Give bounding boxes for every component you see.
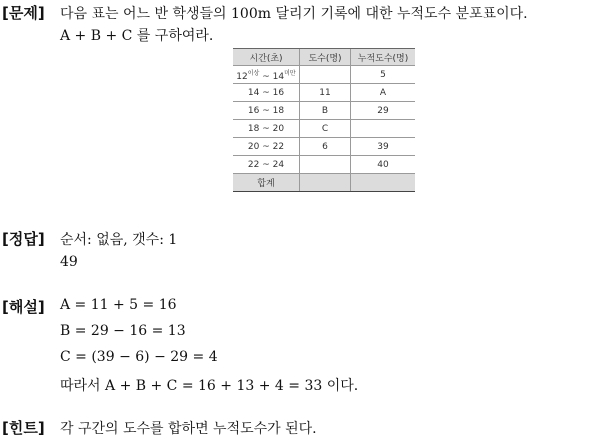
solution-conclusion: 따라서 A + B + C = 16 + 13 + 4 = 33 이다. bbox=[60, 378, 359, 394]
total-label: 합계 bbox=[233, 174, 300, 192]
hint-tag: [힌트] bbox=[2, 419, 45, 437]
class-interval: $12^{이상}$ ~ $14^{미만}$ bbox=[233, 66, 300, 84]
answer-meta: 순서: 없음, 갯수: 1 bbox=[60, 232, 178, 248]
header-time: 시간(초) bbox=[233, 49, 300, 66]
hint-text: 각 구간의 도수를 합하면 누적도수가 된다. bbox=[60, 421, 317, 437]
solution-line-c: C = (39 − 6) − 29 = 4 bbox=[60, 349, 218, 365]
problem-question: A + B + C 를 구하여라. bbox=[60, 28, 214, 44]
frequency-cell bbox=[300, 156, 351, 174]
cumulative-frequency-table bbox=[233, 48, 415, 192]
table-row bbox=[233, 120, 415, 138]
answer-tag: [정답] bbox=[2, 230, 45, 248]
class-interval: 20 ~ 22 bbox=[233, 138, 300, 156]
table-row bbox=[233, 66, 415, 84]
class-interval: 16 ~ 18 bbox=[233, 102, 300, 120]
frequency-cell: 6 bbox=[300, 138, 351, 156]
answer-value: 49 bbox=[60, 254, 78, 270]
table-row bbox=[233, 138, 415, 156]
frequency-cell: 11 bbox=[300, 84, 351, 102]
solution-line-b: B = 29 − 16 = 13 bbox=[60, 323, 186, 339]
solution-tag: [해설] bbox=[2, 298, 45, 316]
class-interval: 22 ~ 24 bbox=[233, 156, 300, 174]
problem-text: 다음 표는 어느 반 학생들의 100m 달리기 기록에 대한 누적도수 분포표이다. bbox=[60, 6, 528, 22]
total-cumulative-cell bbox=[351, 174, 416, 192]
cumulative-cell: 29 bbox=[351, 102, 416, 120]
table-row bbox=[233, 84, 415, 102]
cumulative-cell: 5 bbox=[351, 66, 416, 84]
cumulative-cell: 39 bbox=[351, 138, 416, 156]
frequency-cell bbox=[300, 66, 351, 84]
problem-tag: [문제] bbox=[2, 4, 45, 22]
header-frequency: 도수(명) bbox=[300, 49, 351, 66]
solution-line-a: A = 11 + 5 = 16 bbox=[60, 297, 177, 313]
total-frequency-cell bbox=[300, 174, 351, 192]
table-row bbox=[233, 102, 415, 120]
class-interval: 14 ~ 16 bbox=[233, 84, 300, 102]
header-cumulative: 누적도수(명) bbox=[351, 49, 416, 66]
table-row bbox=[233, 156, 415, 174]
cumulative-cell: A bbox=[351, 84, 416, 102]
class-interval: 18 ~ 20 bbox=[233, 120, 300, 138]
table-header-row bbox=[233, 49, 415, 66]
frequency-cell: B bbox=[300, 102, 351, 120]
table-total-row bbox=[233, 174, 415, 192]
frequency-cell: C bbox=[300, 120, 351, 138]
cumulative-cell: 40 bbox=[351, 156, 416, 174]
cumulative-cell bbox=[351, 120, 416, 138]
